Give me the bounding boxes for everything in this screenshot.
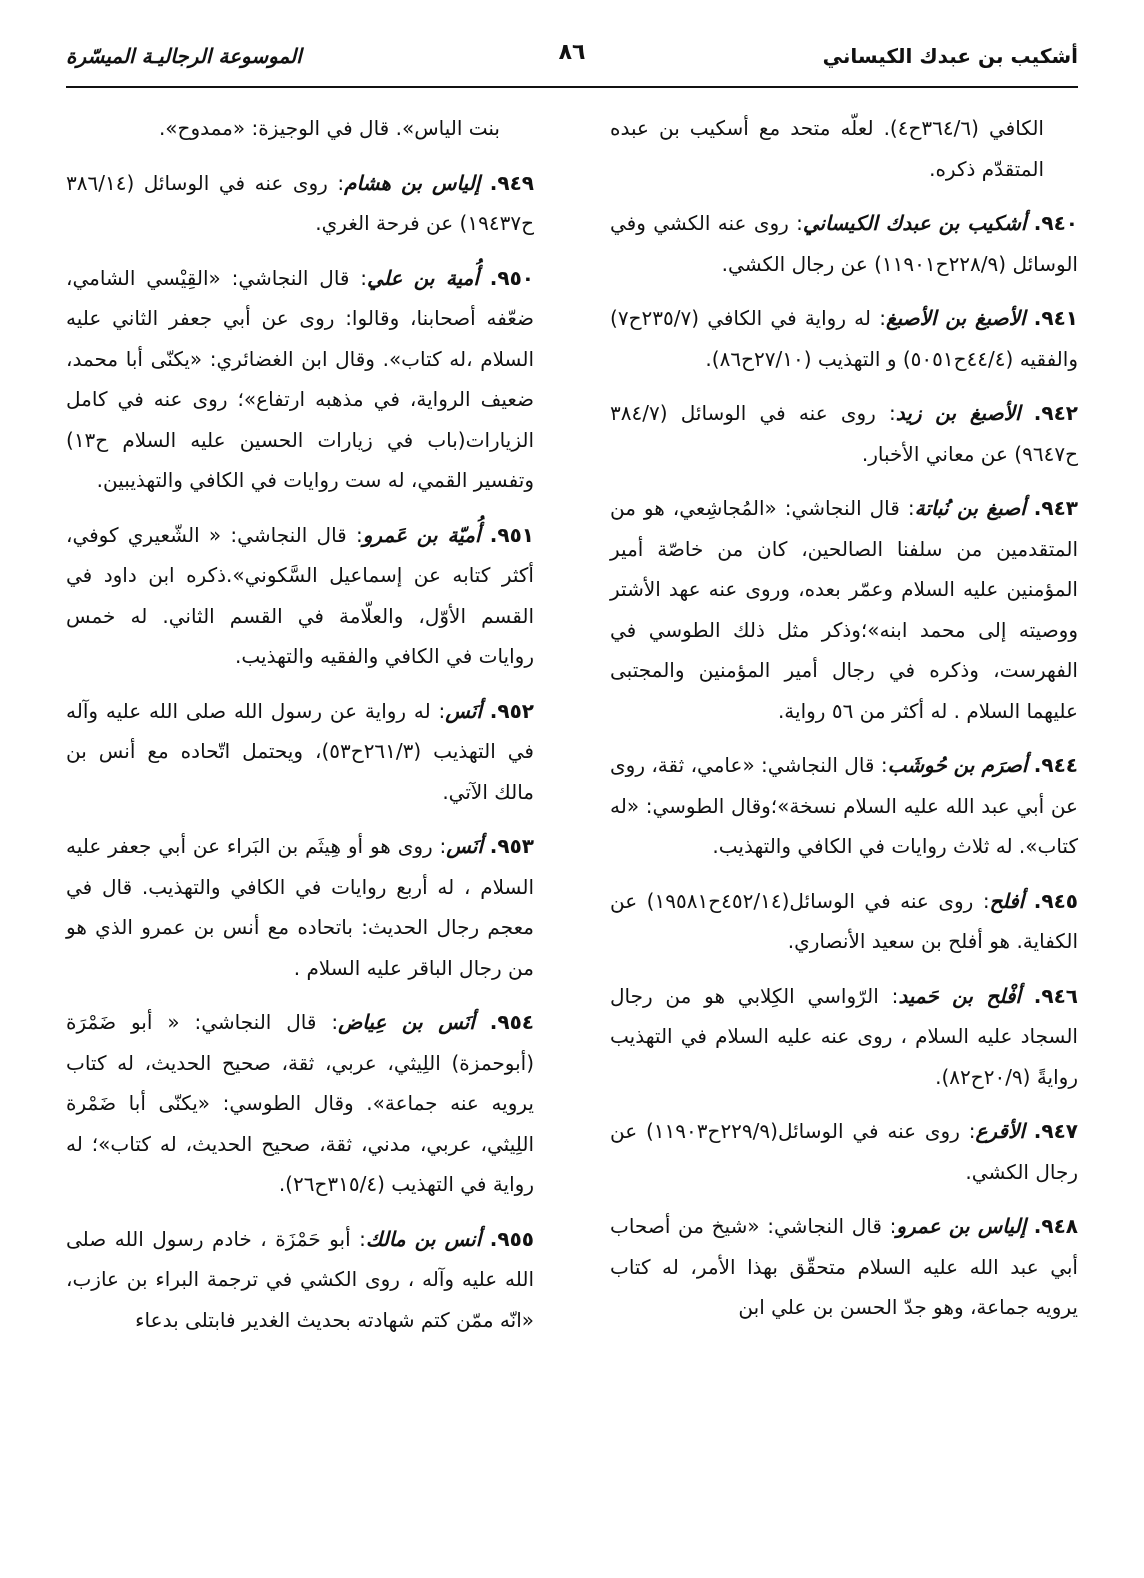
entry-948 <box>610 1206 1078 1328</box>
entry-number: ٩٤٦. <box>1033 983 1078 1008</box>
running-title-left: الموسوعة الرجاليـة الميسّرة <box>66 44 302 68</box>
entry-text: : قال النجاشي: « أبو ضَمْرَة (أبوحمزة) اللِيثي، عربي، ثقة، صحيح الحديث، له كتاب يرويه عنه جماعة». وقال الطوسي: «يكنّى أبا ضَمْرة اللِيثي، عربي، مدني، ثقة، صحيح الحديث، له كتاب»؛ له رواية في التهذيب (٣١٥/٤ح٢٦). <box>66 1010 534 1196</box>
entry-950 <box>66 258 534 501</box>
entry-number: ٩٥٣. <box>489 834 534 858</box>
entry-943 <box>610 488 1078 731</box>
entry-940 <box>610 203 1078 284</box>
entry-name: أنَس <box>446 834 483 858</box>
entry-number: ٩٤٥. <box>1033 888 1078 913</box>
entry-945 <box>610 881 1078 962</box>
entry-name: أنَس بن عِياض <box>338 1010 475 1034</box>
entry-name: إلياس بن هشام <box>344 170 481 195</box>
entry-name: أنَس <box>445 698 482 723</box>
entry-name: أُمية بن علي <box>367 265 479 290</box>
entry-text: : له رواية عن رسول الله صلى الله عليه وآله في التهذيب (٢٦١/٣ح٥٣)، ويحتمل اتّحاده مع أنس بن مالك الآتي. <box>66 698 534 804</box>
entry-name: أصبغ بن نُباتة <box>914 496 1026 520</box>
entry-955 <box>66 1219 534 1341</box>
page-number: ٨٦ <box>558 40 586 65</box>
page-header <box>66 36 1078 76</box>
left-column <box>66 108 534 1354</box>
entry-number: ٩٤٢. <box>1033 401 1078 425</box>
entry-name: الأصبغ بن الأصبغ <box>885 306 1026 330</box>
entry-text: : روى هو أو هِيثَم بن البَراء عن أبي جعفر عليه السلام ، له أربع روايات في الكافي والتهذيب. قال في معجم رجال الحديث: باتحاده مع أنس بن عمرو الذي هو من رجال الباقر عليه السلام . <box>66 834 534 980</box>
entry-name: إلياس بن عمرو <box>896 1214 1027 1238</box>
entry-number: ٩٤٣. <box>1033 496 1078 520</box>
entry-name: أصرَم بن حُوشَب <box>887 753 1028 777</box>
entry-name: أُميّة بن عَمرو <box>362 522 481 547</box>
entry-number: ٩٤٧. <box>1033 1119 1078 1143</box>
entry-947 <box>610 1111 1078 1192</box>
entry-952 <box>66 691 534 813</box>
entry-941 <box>610 298 1078 379</box>
entry-951 <box>66 515 534 677</box>
entry-953 <box>66 826 534 988</box>
entry-name: أفْلح بن حَميد <box>898 983 1021 1008</box>
entry-name: أنس بن مالك <box>365 1226 482 1251</box>
entry-number: ٩٤٩. <box>489 170 534 195</box>
entry-text: : روى عنه في الوسائل(٢٢٩/٩ح١١٩٠٣) عن رجال الكشي. <box>610 1119 1078 1184</box>
continuation-text: الكافي (٣٦٤/٦ح٤). لعلّه متحد مع أسكيب بن عبده المتقدّم ذكره. <box>610 116 1044 181</box>
entry-text: : قال النجاشي: « الشّعيري كوفي، أكثر كتابه عن إسماعيل السَّكوني».ذكره ابن داود في القسم الأوّل، والعلّامة في القسم الثاني. له خمس روايات في الكافي والفقيه والتهذيب. <box>66 522 534 668</box>
entry-text: : روى عنه في الوسائل(٤٥٢/١٤ح١٩٥٨١) عن الكفاية. هو أفلح بن سعيد الأنصاري. <box>610 888 1078 953</box>
entry-text: : روى عنه في الوسائل (٣٨٤/٧ ح٩٦٤٧) عن معاني الأخبار. <box>610 401 1078 466</box>
entry-name: أشكيب بن عبدك الكيساني <box>802 211 1027 235</box>
entry-text: : قال النجاشي: «شيخ من أصحاب أبي عبد الله عليه السلام متحقّق بهذا الأمر، له كتاب يرويه جماعة، وهو جدّ الحسن بن علي ابن <box>610 1214 1078 1319</box>
entry-954 <box>66 1002 534 1205</box>
entry-text: : قال النجاشي: «عامي، ثقة، روى عن أبي عبد الله عليه السلام نسخة»؛وقال الطوسي: «له كتاب». له ثلاث روايات في الكافي والتهذيب. <box>610 753 1078 858</box>
entry-text: : له رواية في الكافي (٢٣٥/٧ح٧) والفقيه (٤٤/٤ح٥٠٥١) و التهذيب (٢٧/١٠ح٨٦). <box>610 306 1078 371</box>
entry-number: ٩٤٤. <box>1033 753 1079 777</box>
entry-name: الأصبغ بن زيد <box>895 401 1021 425</box>
entry-number: ٩٤٠. <box>1033 211 1078 235</box>
entry-942 <box>610 393 1078 474</box>
entry-944 <box>610 745 1078 867</box>
entry-949 <box>66 163 534 244</box>
running-title-right: أشكيب بن عبدك الكيساني <box>822 44 1078 68</box>
entry-text: : قال النجاشي: «القِيْسي الشامي، ضعّفه أصحابنا، وقالوا: روى عن أبي جعفر الثاني عليه السلام ،له كتاب». وقال ابن الغضائري: «يكنّى أبا محمد، ضعيف الرواية، في مذهبه ارتفاع»؛ روى عنه في كامل الزيارات(باب في زيارات الحسين عليه السلام ح١٣) وتفسير القمي، له ست روايات في الكافي والتهذيبين. <box>66 265 534 492</box>
entry-name: أفلح <box>989 888 1025 913</box>
entry-text: : روى عنه الكشي وفي الوسائل (٢٢٨/٩ح١١٩٠١) عن رجال الكشي. <box>610 211 1078 276</box>
entry-number: ٩٥٥. <box>489 1226 535 1251</box>
entry-number: ٩٥٤. <box>489 1010 534 1034</box>
entry-number: ٩٥٠. <box>489 265 535 290</box>
entry-number: ٩٥٢. <box>489 698 534 723</box>
entry-text: : قال النجاشي: «المُجاشِعي، هو من المتقدمين من سلفنا الصالحين، كان من خاصّة أمير المؤمنين عليه السلام وعمّر بعده، وروى عنه عهد الأشتر ووصيته إلى محمد ابنه»؛وذكر مثل ذلك الطوسي في الفهرست، وذكره في رجال أمير المؤمنين والمجتبى عليهما السلام . له أكثر من ٥٦ رواية. <box>610 496 1078 723</box>
entry-number: ٩٥١. <box>489 522 534 547</box>
continuation-text: بنت الياس». قال في الوجيزة: «ممدوح». <box>158 116 500 140</box>
entry-text: : الرّواسي الكِلابي هو من رجال السجاد عليه السلام ، روى عنه عليه السلام في التهذيب روايةً (٢٠/٩ح٨٢). <box>610 983 1078 1089</box>
right-column <box>610 108 1078 1342</box>
entry-number: ٩٤١. <box>1033 306 1079 330</box>
entry-text: : أبو حَمْزَة ، خادم رسول الله صلى الله عليه وآله ، روى الكشي في ترجمة البراء بن عازب، «انّه ممّن كتم شهادته بحديث الغدير فابتلى بدعاء <box>66 1226 534 1332</box>
entry-946 <box>610 976 1078 1098</box>
entry-number: ٩٤٨. <box>1033 1214 1078 1238</box>
entry-name: الأقرع <box>975 1119 1025 1143</box>
header-rule <box>66 86 1078 88</box>
entry-text: : روى عنه في الوسائل (٣٨٦/١٤ ح١٩٤٣٧) عن فرحة الغري. <box>66 170 534 235</box>
